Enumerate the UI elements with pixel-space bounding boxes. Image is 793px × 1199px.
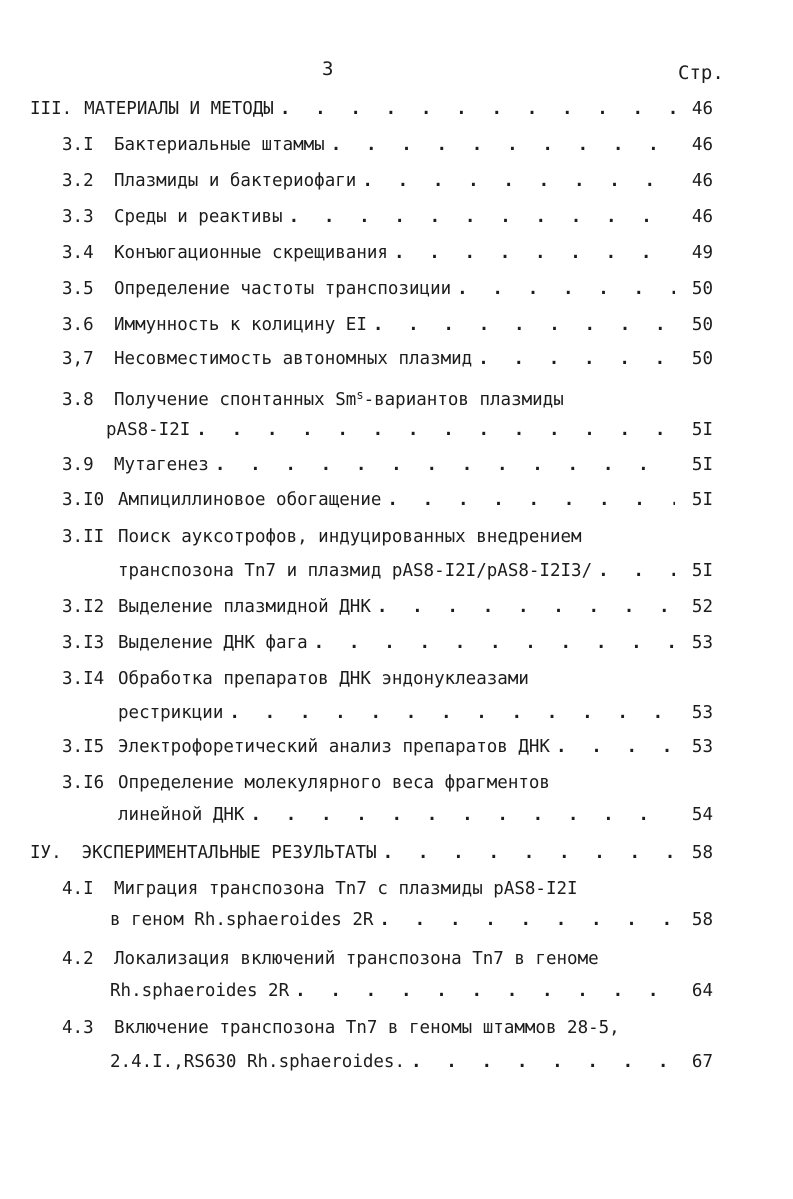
toc-leader-dots [383,838,675,868]
toc-entry-title: Мутагенез [114,455,209,475]
toc-entry-number: 4.I [62,879,94,899]
toc-entry-title-continuation: 2.4.I.,RS630 Rh.sphaeroides. [110,1052,406,1072]
toc-entry-page: 53 [691,633,713,653]
toc-entry-3-11-continuation [118,556,713,586]
toc-leader-dots [362,166,675,196]
toc-entry-3-4 [62,238,713,268]
toc-entry-3-16-continuation [118,800,713,830]
toc-entry-title: Миграция транспозона Tn7 с плазмиды pAS8-I2I [114,879,578,899]
toc-entry-number: 3.4 [62,243,94,263]
toc-entry-page: 50 [691,349,713,369]
toc-entry-title: Определение частоты транспозиции [114,279,452,299]
toc-entry-number: 3.I2 [62,597,105,617]
toc-entry-title: Включение транспозона Tn7 в геномы штаммов 28-5, [114,1018,620,1038]
toc-entry-4-2 [62,944,713,974]
toc-entry-number: 3.I3 [62,633,105,653]
toc-entry-3-11 [62,522,713,552]
toc-entry-title: Несовместимость автономных плазмид [114,349,473,369]
toc-entry-title: Выделение ДНК фага [118,633,308,653]
toc-entry-3-7 [62,344,713,374]
toc-entry-page: 5I [691,561,713,581]
toc-entry-number: 3.II [62,527,105,547]
toc-entry-title-continuation: транспозона Tn7 и плазмид pAS8-I2I/pAS8-I2I3/ [118,561,593,581]
toc-entry-page: 5I [691,455,713,475]
toc-entry-title: Обработка препаратов ДНК эндонуклеазами [118,669,529,689]
toc-leader-dots [394,238,675,268]
toc-leader-dots [314,628,675,658]
toc-entry-4-3 [62,1013,713,1043]
toc-entry-4-1 [62,874,713,904]
toc-entry-title-continuation: pAS8-I2I [106,420,191,440]
toc-entry-title: Выделение плазмидной ДНК [118,597,371,617]
toc-entry-3-1 [62,130,713,160]
toc-entry-page: 5I [691,420,713,440]
toc-entry-page: 49 [691,243,713,263]
toc-entry-page: 58 [691,843,713,863]
toc-entry-3-10 [62,485,713,515]
toc-entry-page: 46 [691,99,713,119]
toc-leader-dots [411,1047,675,1077]
toc-leader-dots [387,485,675,515]
toc-entry-number: 3.5 [62,279,94,299]
toc-leader-dots [215,450,675,480]
toc-entry-title: Определение молекулярного веса фрагментов [118,773,550,793]
toc-entry-title: Электрофоретический анализ препаратов ДНК [118,737,550,757]
toc-entry-number: 3.9 [62,455,94,475]
toc-entry-4 [30,838,713,868]
toc-entry-title: МАТЕРИАЛЫ И МЕТОДЫ [84,99,274,119]
toc-entry-number: 3.3 [62,207,94,227]
toc-entry-number: 3.I5 [62,737,105,757]
toc-leader-dots [556,732,675,762]
toc-entry-number: 3.8 [62,390,94,410]
toc-leader-dots [196,415,675,445]
toc-entry-number: 4.3 [62,1018,94,1038]
toc-entry-3-5 [62,274,713,304]
toc-entry-title-continuation: в геном Rh.sphaeroides 2R [110,910,374,930]
page-header [0,58,793,88]
toc-entry-title: Ампициллиновое обогащение [118,490,382,510]
page-column-label: Стр. [678,62,724,84]
toc-leader-dots [379,905,675,935]
toc-entry-title-continuation: Rh.sphaeroides 2R [110,981,290,1001]
toc-leader-dots [331,130,675,160]
superscript: s [356,388,364,402]
toc-entry-title: ЭКСПЕРИМЕНТАЛЬНЫЕ РЕЗУЛЬТАТЫ [81,843,377,863]
toc-entry-title: Плазмиды и бактериофаги [114,171,357,191]
toc-entry-number: 3.2 [62,171,94,191]
toc-leader-dots [250,800,675,830]
toc-entry-number: 3.I6 [62,773,105,793]
toc-entry-4-3-continuation [110,1047,713,1077]
toc-leader-dots [229,698,675,728]
toc-entry-number: 4.2 [62,949,94,969]
toc-entry-number: III. [30,99,73,119]
toc-entry-3-14-continuation [118,698,713,728]
toc-leader-dots [457,274,675,304]
page-number: 3 [322,58,335,80]
toc-leader-dots [478,344,675,374]
toc-entry-3-2 [62,166,713,196]
toc-leader-dots [280,94,675,124]
toc-entry-page: 54 [691,805,713,825]
toc-leader-dots [289,202,675,232]
toc-entry-4-1-continuation [110,905,713,935]
toc-entry-page: 64 [691,981,713,1001]
toc-entry-3-6 [62,310,713,340]
toc-entry-title-continuation: рестрикции [118,703,224,723]
toc-entry-number: 3,7 [62,349,94,369]
toc-entry-3-16 [62,768,713,798]
toc-entry-title: Иммунность к колицину EI [114,315,367,335]
toc-entry-page: 67 [691,1052,713,1072]
toc-entry-3-8-continuation [106,415,713,445]
toc-leader-dots [377,592,675,622]
toc-entry-page: 50 [691,315,713,335]
toc-leader-dots [373,310,675,340]
toc-entry-3-13 [62,628,713,658]
toc-entry-page: 46 [691,207,713,227]
toc-entry-3-8 [62,380,713,410]
toc-entry-title: Бактериальные штаммы [114,135,325,155]
toc-entry-3-15 [62,732,713,762]
toc-entry-title: Поиск ауксотрофов, индуцированных внедрением [118,527,582,547]
toc-entry-number: 3.I4 [62,669,105,689]
toc-entry-number: 3.6 [62,315,94,335]
toc-entry-page: 58 [691,910,713,930]
toc-entry-page: 5I [691,490,713,510]
toc-entry-title: Среды и реактивы [114,207,283,227]
toc-entry-title: Локализация включений транспозона Tn7 в геноме [114,949,599,969]
toc-entry-3-14 [62,664,713,694]
toc-entry-page: 50 [691,279,713,299]
toc-entry-4-2-continuation [110,976,713,1006]
toc-entry-number: IУ. [30,843,62,863]
toc-entry-3 [30,94,713,124]
toc-entry-3-3 [62,202,713,232]
toc-entry-title: Конъюгационные скрещивания [114,243,388,263]
toc-entry-page: 53 [691,737,713,757]
toc-leader-dots [295,976,675,1006]
toc-entry-3-12 [62,592,713,622]
toc-entry-page: 46 [691,135,713,155]
toc-entry-number: 3.I [62,135,94,155]
toc-entry-title-continuation: линейной ДНК [118,805,245,825]
toc-entry-3-9 [62,450,713,480]
toc-leader-dots [598,556,675,586]
toc-entry-number: 3.I0 [62,490,105,510]
toc-entry-page: 46 [691,171,713,191]
toc-entry-page: 53 [691,703,713,723]
toc-entry-title: Получение спонтанных Sm$^s$-вариантов плазмиды [114,388,564,410]
toc-entry-page: 52 [691,597,713,617]
